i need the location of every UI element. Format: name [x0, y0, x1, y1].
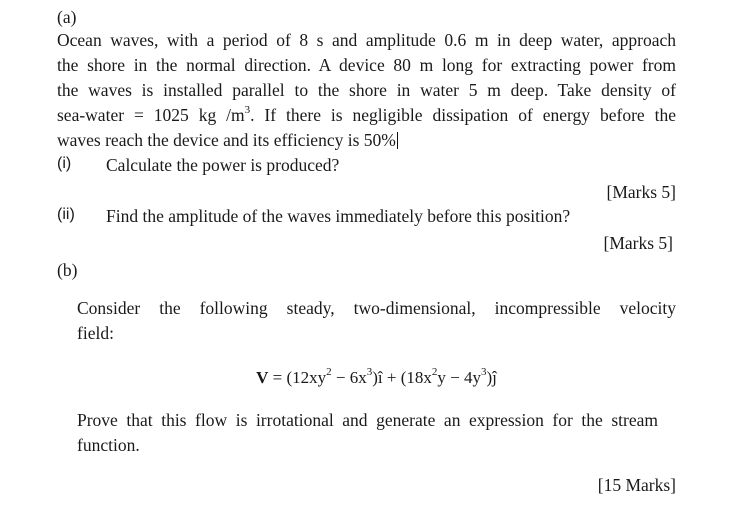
eq-exp-3: 2	[431, 366, 438, 379]
question-ii-label: (ii)	[57, 206, 75, 223]
part-b-prove-line-1: Prove that this flow is irrotational and generate an expression for the stream	[77, 410, 658, 430]
part-a-line-5	[57, 128, 398, 153]
eq-part-3: )î + (18x	[372, 368, 432, 387]
eq-exp-1: 2	[326, 366, 332, 379]
part-a-line-2: the shore in the normal direction. A device 80 m long for extracting power from	[57, 55, 676, 75]
part-b-label: (b)	[57, 260, 78, 280]
velocity-equation	[77, 365, 676, 390]
part-b-intro-line-2: field:	[77, 323, 114, 343]
question-ii-marks: [Marks 5]	[603, 233, 673, 253]
part-b-prove-line-2: function.	[77, 435, 140, 455]
eq-part-2: − 6x	[331, 368, 367, 387]
question-i-text: Calculate the power is produced?	[106, 155, 340, 175]
eq-exp-2: 3	[366, 366, 373, 379]
question-i-marks: [Marks 5]	[606, 182, 676, 202]
part-a-line-4	[57, 103, 676, 128]
density-text: sea-water = 1025 kg /m	[57, 105, 245, 125]
eq-part-1: = (12xy	[268, 368, 327, 387]
eq-part-5: )ĵ	[486, 368, 497, 387]
part-a-label: (a)	[57, 7, 77, 27]
question-i-label: (i)	[57, 155, 72, 172]
dissipation-text: . If there is negligible dissipation of energy before the	[250, 105, 676, 125]
text-cursor	[397, 132, 398, 149]
density-exponent: 3	[244, 104, 251, 117]
part-a-line-3: the waves is installed parallel to the shore in water 5 m deep. Take density of	[57, 80, 676, 100]
efficiency-text: waves reach the device and its efficiency is 50%	[57, 130, 396, 150]
question-ii-text: Find the amplitude of the waves immediately before this position?	[106, 206, 571, 226]
eq-exp-4: 3	[480, 366, 487, 379]
part-b-marks: [15 Marks]	[597, 475, 676, 495]
part-a-line-1: Ocean waves, with a period of 8 s and amplitude 0.6 m in deep water, approach	[57, 30, 676, 50]
eq-part-4: y − 4y	[437, 368, 481, 387]
velocity-symbol: V	[256, 368, 269, 387]
part-b-intro-line-1: Consider the following steady, two-dimensional, incompressible velocity	[77, 298, 676, 318]
